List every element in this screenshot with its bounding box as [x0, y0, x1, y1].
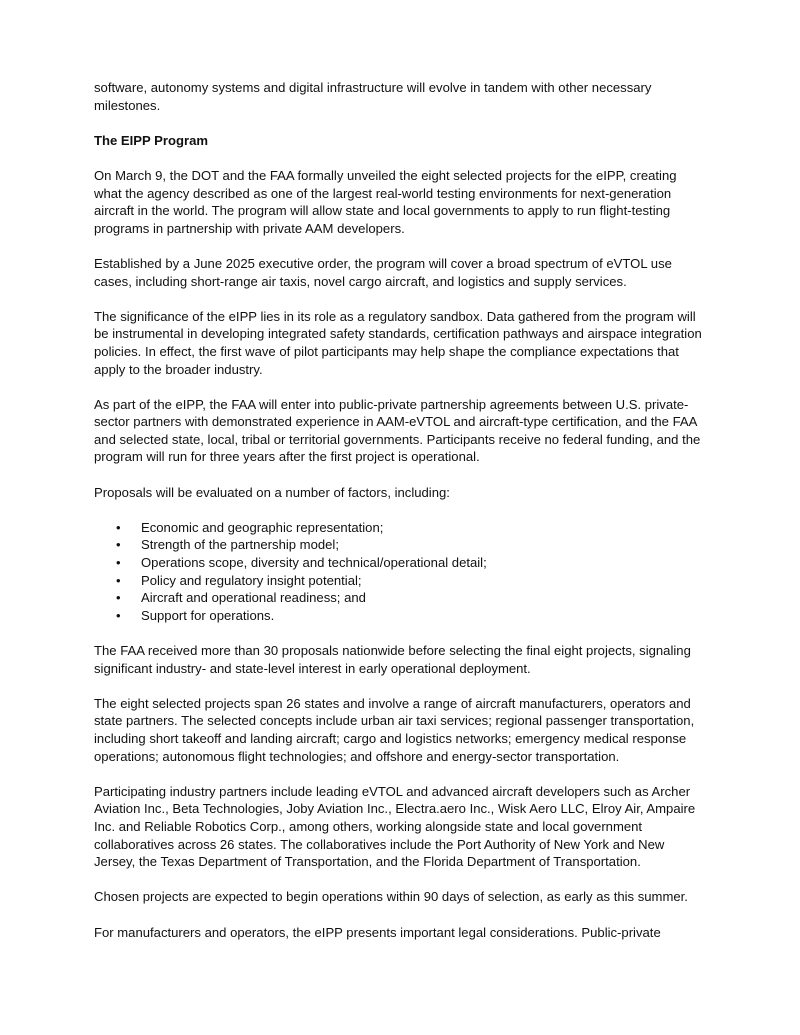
list-item: • Strength of the partnership model; [116, 537, 339, 553]
factors-list [94, 519, 706, 625]
list-item: • Aircraft and operational readiness; and [116, 590, 366, 606]
paragraph-executive-order: Established by a June 2025 executive order, the program will cover a broad spectrum of eVTOL use cases, including short-range air taxis, novel cargo aircraft, and logistics and supply services. [94, 255, 672, 289]
list-item: • Economic and geographic representation; [116, 519, 384, 535]
list-item: • Support for operations. [116, 607, 275, 623]
section-heading: The EIPP Program [94, 132, 209, 148]
bullet-icon: • [116, 519, 121, 535]
bullet-icon: • [116, 590, 121, 606]
paragraph-proposals-received: The FAA received more than 30 proposals nationwide before selecting the final eight projects, signaling significant industry- and state-level interest in early operational deployment. [94, 643, 691, 676]
document-page [94, 79, 706, 959]
intro-paragraph: software, autonomy systems and digital infrastructure will evolve in tandem with other necessary milestones. [94, 80, 652, 113]
bullet-icon: • [116, 537, 121, 553]
bullet-icon: • [116, 607, 121, 623]
paragraph-legal-considerations: For manufacturers and operators, the eIPP presents important legal considerations. Public-private [94, 924, 661, 940]
paragraph-unveiling: On March 9, the DOT and the FAA formally unveiled the eight selected projects for the eIPP, creating what the agency described as one of the largest real-world testing environments for next-generation aircraft in the world. The program will allow state and local governments to apply to run flight-testing programs in partnership with private AAM developers. [94, 167, 677, 236]
bullet-icon: • [116, 572, 121, 588]
paragraph-selected-projects: The eight selected projects span 26 states and involve a range of aircraft manufacturers, operators and state partners. The selected concepts include urban air taxi services; regional passenger transportation, including short takeoff and landing aircraft; cargo and logistics networks; emergency medical response operations; autonomous flight technologies; and offshore and energy-sector transportation. [94, 695, 695, 764]
paragraph-operations-timeline: Chosen projects are expected to begin operations within 90 days of selection, as early as this summer. [94, 889, 688, 905]
paragraph-partnerships: As part of the eIPP, the FAA will enter into public-private partnership agreements between U.S. private-sector partners with demonstrated experience in AAM-eVTOL and aircraft-type certification, and the FAA and selected state, local, tribal or territorial governments. Participants receive no federal funding, and the program will run for three years after the first project is operational. [94, 396, 701, 465]
paragraph-significance: The significance of the eIPP lies in its role as a regulatory sandbox. Data gathered from the program will be instrumental in developing integrated safety standards, certification pathways and airspace integration policies. In effect, the first wave of pilot participants may help shape the compliance expectations that apply to the broader industry. [94, 308, 702, 377]
paragraph-proposals-intro: Proposals will be evaluated on a number of factors, including: [94, 484, 450, 500]
paragraph-industry-partners: Participating industry partners include leading eVTOL and advanced aircraft developers such as Archer Aviation Inc., Beta Technologies, Joby Aviation Inc., Electra.aero Inc., Wisk Aero LLC, Elroy Air, Ampaire Inc. and Reliable Robotics Corp., among others, working alongside state and local government collaboratives across 26 states. The collaboratives include the Port Authority of New York and New Jersey, the Texas Department of Transportation, and the Florida Department of Transportation. [94, 783, 696, 870]
list-item: • Operations scope, diversity and technical/operational detail; [116, 555, 487, 571]
bullet-icon: • [116, 555, 121, 571]
list-item: • Policy and regulatory insight potential; [116, 572, 362, 588]
